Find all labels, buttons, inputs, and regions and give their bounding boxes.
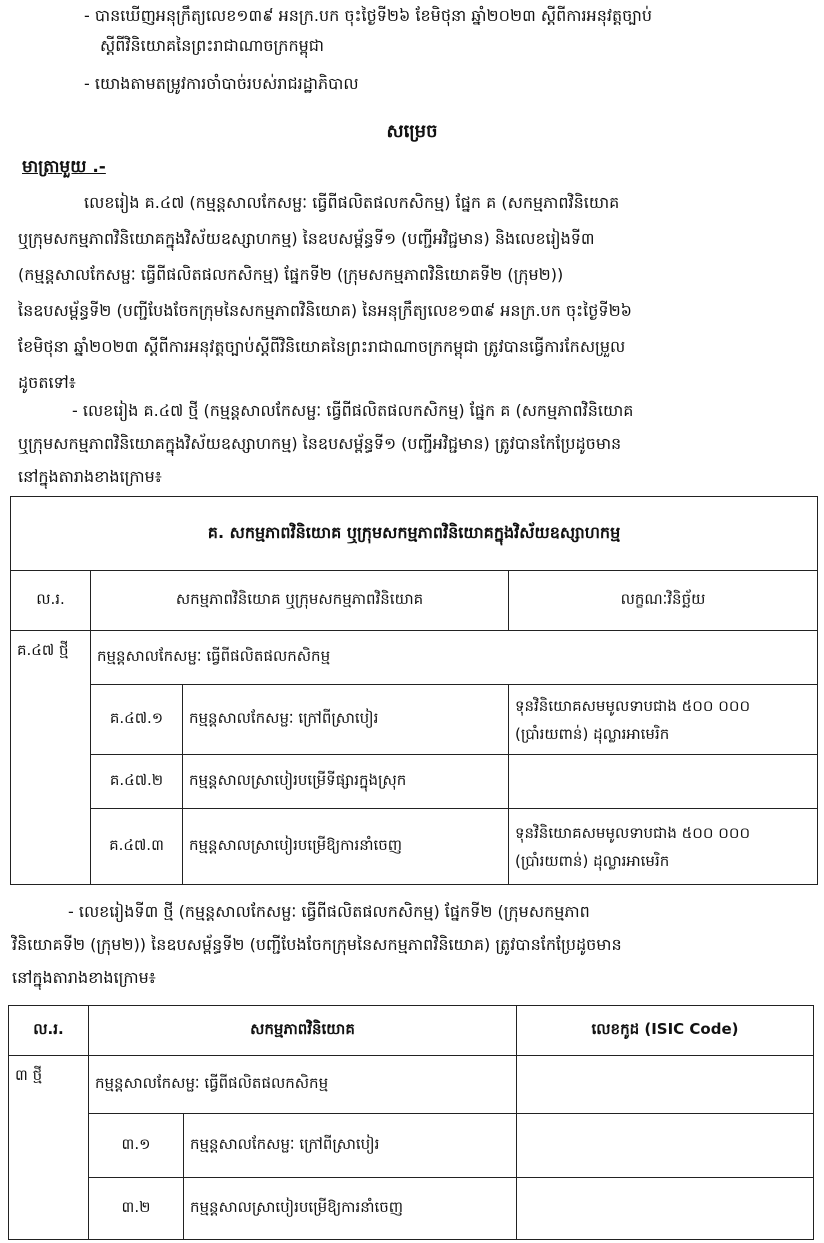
table2-main-code: ៣ ថ្មី [9,1056,89,1240]
paragraph1-line-5: ខែមិថុនា ឆ្នាំ២០២៣ ស្ដីពីការអនុវត្តច្បាប់ស្ដីពីវិនិយោគនៃព្រះរាជាណាចក្រកម្ពុជា ត្រូវបានធ្វើការកែសម្រួល [18,337,626,356]
table-row [9,1178,814,1240]
table1-row1-criteria-line2: (ប្រាំរយពាន់) ដុល្លារអាមេរិក [515,724,670,743]
preamble-line-1: - បានឃើញអនុក្រឹត្យលេខ១៣៩ អនក្រ.បក ចុះថ្ងៃទី២៦ ខែមិថុនា ឆ្នាំ២០២៣ ស្ដីពីការអនុវត្តច្បាប់ [84,6,653,25]
table1-row1-criteria [509,685,818,755]
table1-row2-criteria [509,755,818,809]
table-row [11,809,818,885]
table-row [9,1114,814,1178]
article-title: មាត្រាមួយ .- [22,157,106,177]
paragraph3-line-2: វិនិយោគទី២ (ក្រុម២)) នៃឧបសម្ព័ន្ធទី២ (បញ្ជីបែងចែកក្រុមនៃសកម្មភាពវិនិយោគ) ត្រូវបានកែប្រែដូចមាន [12,935,622,954]
table1-title: គ. សកម្មភាពវិនិយោគ ឬក្រុមសកម្មភាពវិនិយោគក្នុងវិស័យឧស្សាហកម្ម [11,497,818,571]
paragraph1-line-3: (កម្មន្តសាលកែសម្ផៈ ធ្វើពីផលិតផលកសិកម្ម) ផ្នែកទី២ (ក្រុមសកម្មភាពវិនិយោគទី២ (ក្រុម២)) [18,265,564,284]
table2-header-isic: លេខកូដ (ISIC Code) [517,1006,814,1056]
paragraph2-line-3: នៅក្នុងតារាងខាងក្រោម៖ [18,467,162,486]
decision-title: សម្រេច [386,121,438,142]
table1-row3-label: កម្មន្តសាលស្រាបៀរបម្រើឱ្យការនាំចេញ [183,809,509,885]
table1-row1-code: គ.៤៧.១ [91,685,183,755]
paragraph3-line-1: - លេខរៀងទី៣ ថ្មី (កម្មន្តសាលកែសម្ផៈ ធ្វើពីផលិតផលកសិកម្ម) ផ្នែកទី២ (ក្រុមសកម្មភាព [68,902,590,921]
table2-main-label: កម្មន្តសាលកែសម្ផៈ ធ្វើពីផលិតផលកសិកម្ម [89,1056,517,1114]
table1-main-label: កម្មន្តសាលកែសម្ផៈ ធ្វើពីផលិតផលកសិកម្ម [91,631,818,685]
table1-main-code: គ.៤៧ ថ្មី [11,631,91,885]
table2-header-activity: សកម្មភាពវិនិយោគ [89,1006,517,1056]
table1-header-activity: សកម្មភាពវិនិយោគ ឬក្រុមសកម្មភាពវិនិយោគ [91,571,509,631]
table1-header-no: ល.រ. [11,571,91,631]
table2-row1-code: ៣.១ [89,1114,184,1178]
table-row [11,685,818,755]
paragraph1-line-6: ដូចតទៅ៖ [18,373,76,392]
table2-header-no: ល.រ. [9,1006,89,1056]
paragraph3-line-3: នៅក្នុងតារាងខាងក្រោម៖ [12,968,156,987]
table2-main-isic [517,1056,814,1114]
table2-row2-isic [517,1178,814,1240]
table1-row2-code: គ.៤៧.២ [91,755,183,809]
paragraph1-line-1: លេខរៀង គ.៤៧ (កម្មន្តសាលកែសម្ផៈ ធ្វើពីផលិតផលកសិកម្ម) ផ្នែក គ (សកម្មភាពវិនិយោគ [84,193,620,212]
table2-row2-label: កម្មន្តសាលស្រាបៀរបម្រើឱ្យការនាំចេញ [184,1178,517,1240]
table1-row1-criteria-line1: ទុនវិនិយោគសមមូលទាបជាង ៥០០ ០០០ [515,696,751,715]
table2-row2-code: ៣.២ [89,1178,184,1240]
table1-row1-label: កម្មន្តសាលកែសម្ផៈ ក្រៅពីស្រាបៀរ [183,685,509,755]
table-row [11,755,818,809]
isic-code-table [8,1005,814,1240]
paragraph2-line-1: - លេខរៀង គ.៤៧ ថ្មី (កម្មន្តសាលកែសម្ផៈ ធ្វើពីផលិតផលកសិកម្ម) ផ្នែក គ (សកម្មភាពវិនិយោគ [72,401,634,420]
paragraph1-line-2: ឬក្រុមសកម្មភាពវិនិយោគក្នុងវិស័យឧស្សាហកម្ម) នៃឧបសម្ព័ន្ធទី១ (បញ្ជីអវិជ្ជមាន) និងលេខរៀងទី៣ [18,229,595,248]
table1-row3-criteria-line1: ទុនវិនិយោគសមមូលទាបជាង ៥០០ ០០០ [515,823,751,842]
paragraph2-line-2: ឬក្រុមសកម្មភាពវិនិយោគក្នុងវិស័យឧស្សាហកម្ម) នៃឧបសម្ព័ន្ធទី១ (បញ្ជីអវិជ្ជមាន) ត្រូវបានកែប្រែដូចមាន [18,434,622,453]
table1-header-criteria: លក្ខណៈវិនិច្ឆ័យ [509,571,818,631]
table1-row3-criteria [509,809,818,885]
table1-row3-code: គ.៤៧.៣ [91,809,183,885]
paragraph1-line-4: នៃឧបសម្ព័ន្ធទី២ (បញ្ជីបែងចែកក្រុមនៃសកម្មភាពវិនិយោគ) នៃអនុក្រឹត្យលេខ១៣៩ អនក្រ.បក ចុះថ្ងៃទី២៦ [18,301,633,320]
table2-row1-isic [517,1114,814,1178]
table1-row3-criteria-line2: (ប្រាំរយពាន់) ដុល្លារអាមេរិក [515,851,670,870]
table1-row2-label: កម្មន្តសាលស្រាបៀរបម្រើទីផ្សារក្នុងស្រុក [183,755,509,809]
investment-activity-table [10,496,818,885]
preamble-line-2: ស្ដីពីវិនិយោគនៃព្រះរាជាណាចក្រកម្ពុជា [100,36,324,55]
preamble-line-3: - យោងតាមតម្រូវការចាំបាច់របស់រាជរដ្ឋាភិបាល [84,74,359,93]
table2-row1-label: កម្មន្តសាលកែសម្ផៈ ក្រៅពីស្រាបៀរ [184,1114,517,1178]
